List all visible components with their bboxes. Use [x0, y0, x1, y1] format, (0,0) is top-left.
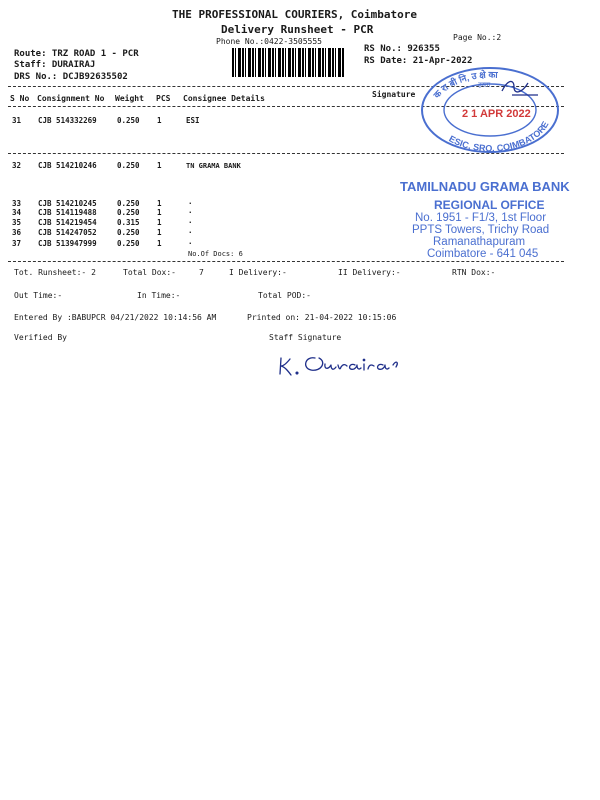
stamp-top-text: क रा बी नि, उ क्षे का [431, 69, 498, 101]
row-sno: 32 [12, 161, 22, 170]
total-dox-value: 7 [199, 268, 204, 277]
row-details: . [188, 226, 193, 235]
row-weight: 0.250 [117, 199, 140, 208]
entered-by: Entered By :BABUPCR 04/21/2022 10:14:56 AM [14, 313, 217, 322]
staff-signature-label: Staff Signature [269, 333, 342, 342]
col-consignee-details: Consignee Details [183, 94, 265, 103]
in-time: In Time:- [137, 291, 181, 300]
col-weight: Weight [115, 94, 144, 103]
row-weight: 0.315 [117, 218, 140, 227]
row-sno: 37 [12, 239, 22, 248]
row-details: TN GRAMA BANK [186, 162, 241, 170]
bank-stamp-line5: Ramanathapuram [433, 236, 526, 248]
phone-number: Phone No.:0422-3505555 [216, 37, 322, 46]
row-consignment: CJB 514210246 [38, 161, 97, 170]
printed-on: Printed on: 21-04-2022 10:15:06 [247, 313, 397, 322]
total-pod: Total POD:- [258, 291, 311, 300]
rtn-dox: RTN Dox:- [452, 268, 496, 277]
row-pcs: 1 [157, 116, 162, 125]
ii-delivery: II Delivery:- [338, 268, 401, 277]
row-sno: 34 [12, 208, 22, 217]
row-pcs: 1 [157, 199, 162, 208]
row-weight: 0.250 [117, 208, 140, 217]
row-weight: 0.250 [117, 239, 140, 248]
total-dox-label: Total Dox:- [123, 268, 176, 277]
divider [8, 261, 564, 262]
page-number: Page No.:2 [453, 33, 502, 42]
verified-by: Verified By [14, 333, 67, 342]
row-pcs: 1 [157, 208, 162, 217]
row-pcs: 1 [157, 228, 162, 237]
drs-number: DRS No.: DCJB92635502 [14, 72, 128, 82]
no-of-docs: No.Of Docs: 6 [188, 250, 243, 258]
row-consignment: CJB 514119488 [38, 208, 97, 217]
rs-number: RS No.: 926355 [364, 44, 440, 54]
row-sno: 35 [12, 218, 22, 227]
row-consignment: CJB 514219454 [38, 218, 97, 227]
document-title: Delivery Runsheet - PCR [221, 23, 374, 36]
col-sno: S No [10, 94, 30, 103]
row-details: . [188, 206, 193, 215]
rs-date: RS Date: 21-Apr-2022 [364, 56, 473, 66]
bank-stamp-line1: TAMILNADU GRAMA BANK [400, 179, 570, 194]
stamp-date: 2 1 APR 2022 [462, 108, 531, 120]
staff: Staff: DURAIRAJ [14, 60, 96, 70]
total-runsheet: Tot. Runsheet:- 2 [14, 268, 96, 277]
row-details: . [188, 216, 193, 225]
row-weight: 0.250 [117, 228, 140, 237]
row-consignment: CJB 513947999 [38, 239, 97, 248]
col-pcs: PCS [156, 94, 171, 103]
row-sno: 36 [12, 228, 22, 237]
handwritten-signature [275, 350, 415, 380]
row-pcs: 1 [157, 218, 162, 227]
row-consignment: CJB 514332269 [38, 116, 97, 125]
svg-text:ESIC, SRO, COIMBATORE [447, 120, 550, 154]
row-details: . [188, 237, 193, 246]
row-weight: 0.250 [117, 116, 140, 125]
row-sno: 31 [12, 116, 22, 125]
bank-stamp-line2: REGIONAL OFFICE [434, 198, 545, 212]
stamp-bottom-text: ESIC, SRO, COIMBATORE [447, 119, 551, 154]
route: Route: TRZ ROAD 1 - PCR [14, 49, 139, 59]
row-details: ESI [186, 116, 200, 125]
row-pcs: 1 [157, 239, 162, 248]
stamp-initials [502, 81, 538, 95]
row-sno: 33 [12, 199, 22, 208]
row-weight: 0.250 [117, 161, 140, 170]
bank-stamp-line3: No. 1951 - F1/3, 1st Floor [415, 212, 547, 224]
col-signature: Signature [372, 90, 416, 99]
bank-stamp-line4: PPTS Towers, Trichy Road [412, 224, 550, 236]
stamp-hindi-label: हस्ता. [478, 82, 493, 89]
i-delivery: I Delivery:- [229, 268, 287, 277]
barcode [232, 48, 344, 77]
company-name: THE PROFESSIONAL COURIERS, Coimbatore [172, 8, 418, 21]
row-pcs: 1 [157, 161, 162, 170]
col-consignment: Consignment No [37, 94, 105, 103]
bank-stamp-line6: Coimbatore - 641 045 [427, 248, 539, 260]
out-time: Out Time:- [14, 291, 63, 300]
row-consignment: CJB 514210245 [38, 199, 97, 208]
row-consignment: CJB 514247052 [38, 228, 97, 237]
row-details: . [188, 197, 193, 206]
esic-stamp [418, 65, 563, 155]
